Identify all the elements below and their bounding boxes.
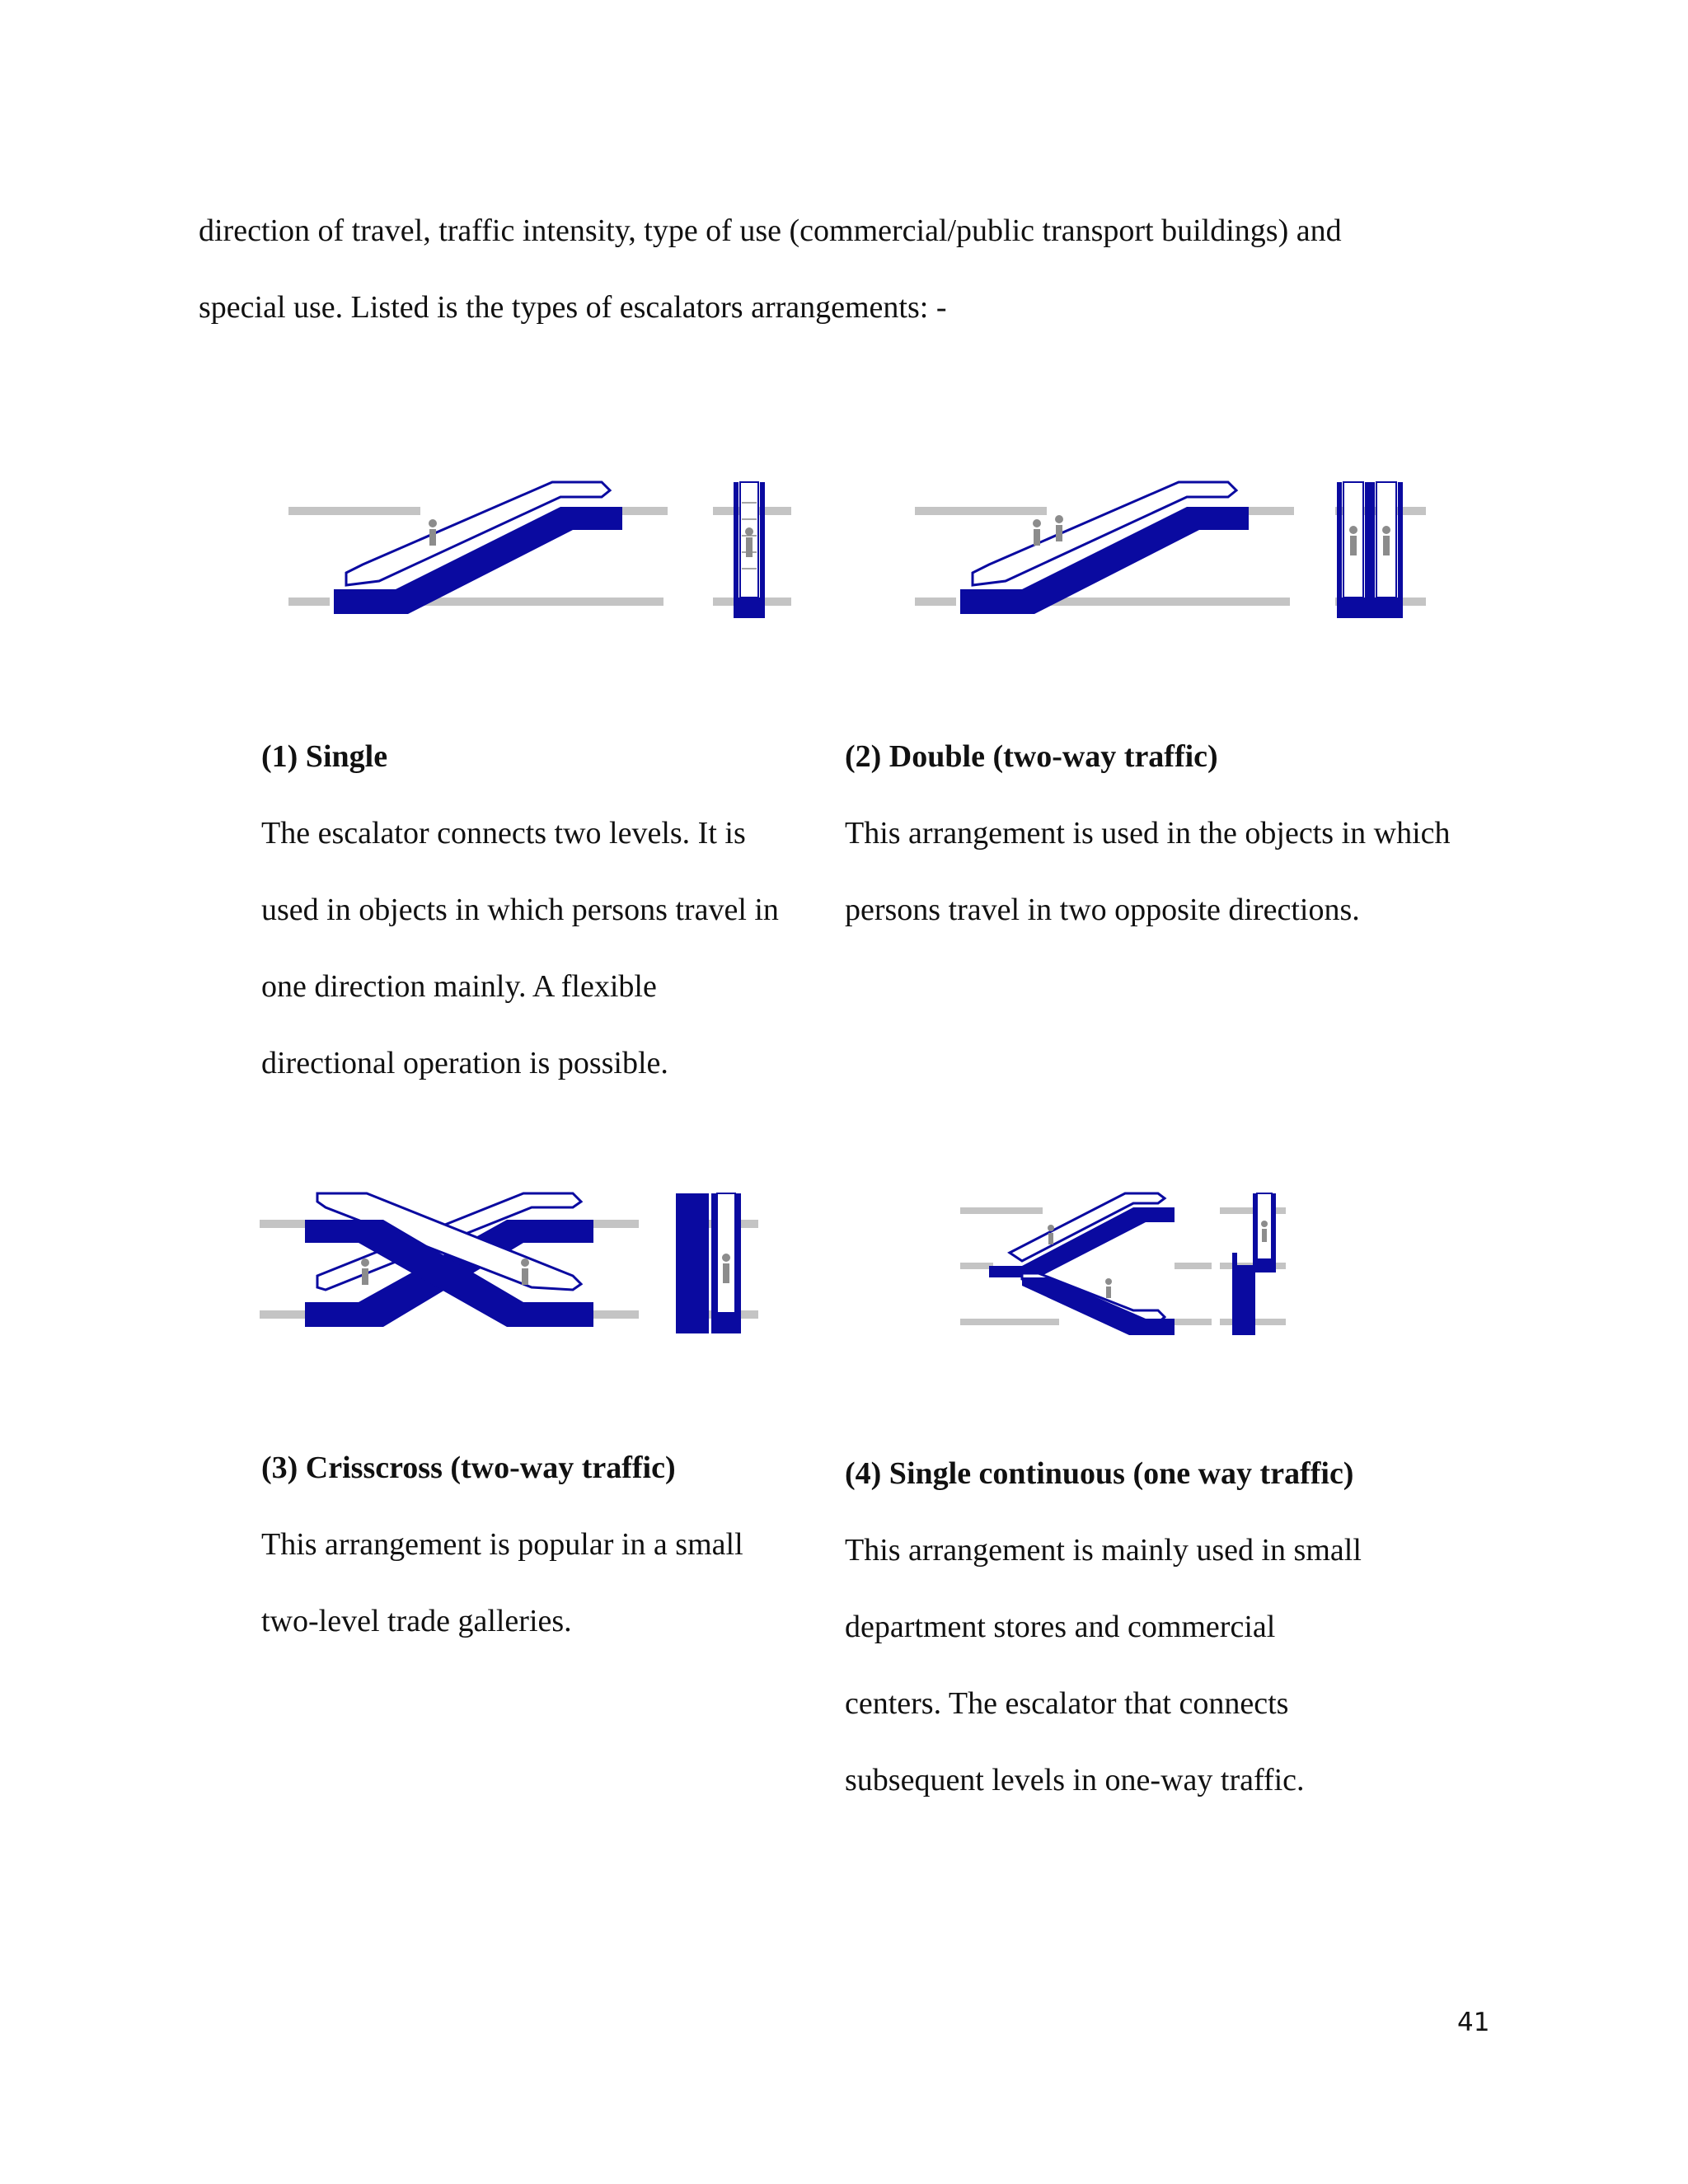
arrangement-heading: (3) Crisscross (two-way traffic) [261, 1451, 676, 1485]
end-view-escalator [1220, 1193, 1286, 1335]
side-view-escalator [960, 482, 1249, 614]
lower-escalator [1022, 1273, 1175, 1335]
arrangement-text-line: persons travel in two opposite directions. [845, 893, 1360, 927]
double-escalator-figure [915, 474, 1426, 630]
arrangement-single [261, 719, 822, 1102]
arrangement-text-line: This arrangement is used in the objects in which [845, 816, 1451, 851]
person-icon [361, 1258, 369, 1267]
intro-paragraph [199, 193, 1534, 346]
single-escalator-figure [288, 474, 791, 630]
arrangement-text-line: This arrangement is popular in a small [261, 1527, 743, 1562]
arrangement-text-line: directional operation is possible. [261, 1046, 668, 1080]
page-number: 41 [1457, 2008, 1490, 2037]
arrangement-text-line: This arrangement is mainly used in small [845, 1533, 1362, 1568]
end-view-escalator-pair [1335, 482, 1426, 618]
arrangement-text-line: subsequent levels in one-way traffic. [845, 1763, 1305, 1797]
arrangement-heading: (4) Single continuous (one way traffic) [845, 1456, 1354, 1491]
arrangement-text-line: department stores and commercial [845, 1610, 1276, 1644]
person-icon [1033, 519, 1041, 527]
single-continuous-escalator-figure [960, 1187, 1286, 1352]
arrangement-heading: (1) Single [261, 739, 388, 774]
arrangement-text-line: The escalator connects two levels. It is [261, 816, 746, 851]
intro-line-1: direction of travel, traffic intensity, type of use (commercial/public transport buildings) and [199, 213, 1342, 248]
arrangement-text-line: one direction mainly. A flexible [261, 969, 657, 1004]
side-view-escalator [334, 482, 622, 614]
intro-line-2: special use. Listed is the types of escalators arrangements: - [199, 290, 947, 325]
end-view-escalator [676, 1193, 758, 1333]
arrangement-text-line: two-level trade galleries. [261, 1604, 572, 1638]
arrangement-text-line: used in objects in which persons travel in [261, 893, 779, 927]
arrangement-heading: (2) Double (two-way traffic) [845, 739, 1218, 774]
arrangement-text-line: centers. The escalator that connects [845, 1686, 1289, 1721]
end-view-escalator [713, 482, 791, 618]
arrangement-crisscross [261, 1430, 822, 1660]
arrangement-double [845, 719, 1529, 949]
arrangement-single-continuous [845, 1436, 1529, 1819]
person-icon [429, 519, 437, 546]
upper-escalator [989, 1193, 1175, 1277]
crisscross-escalator-figure [260, 1187, 758, 1343]
person-icon [1048, 1225, 1054, 1231]
